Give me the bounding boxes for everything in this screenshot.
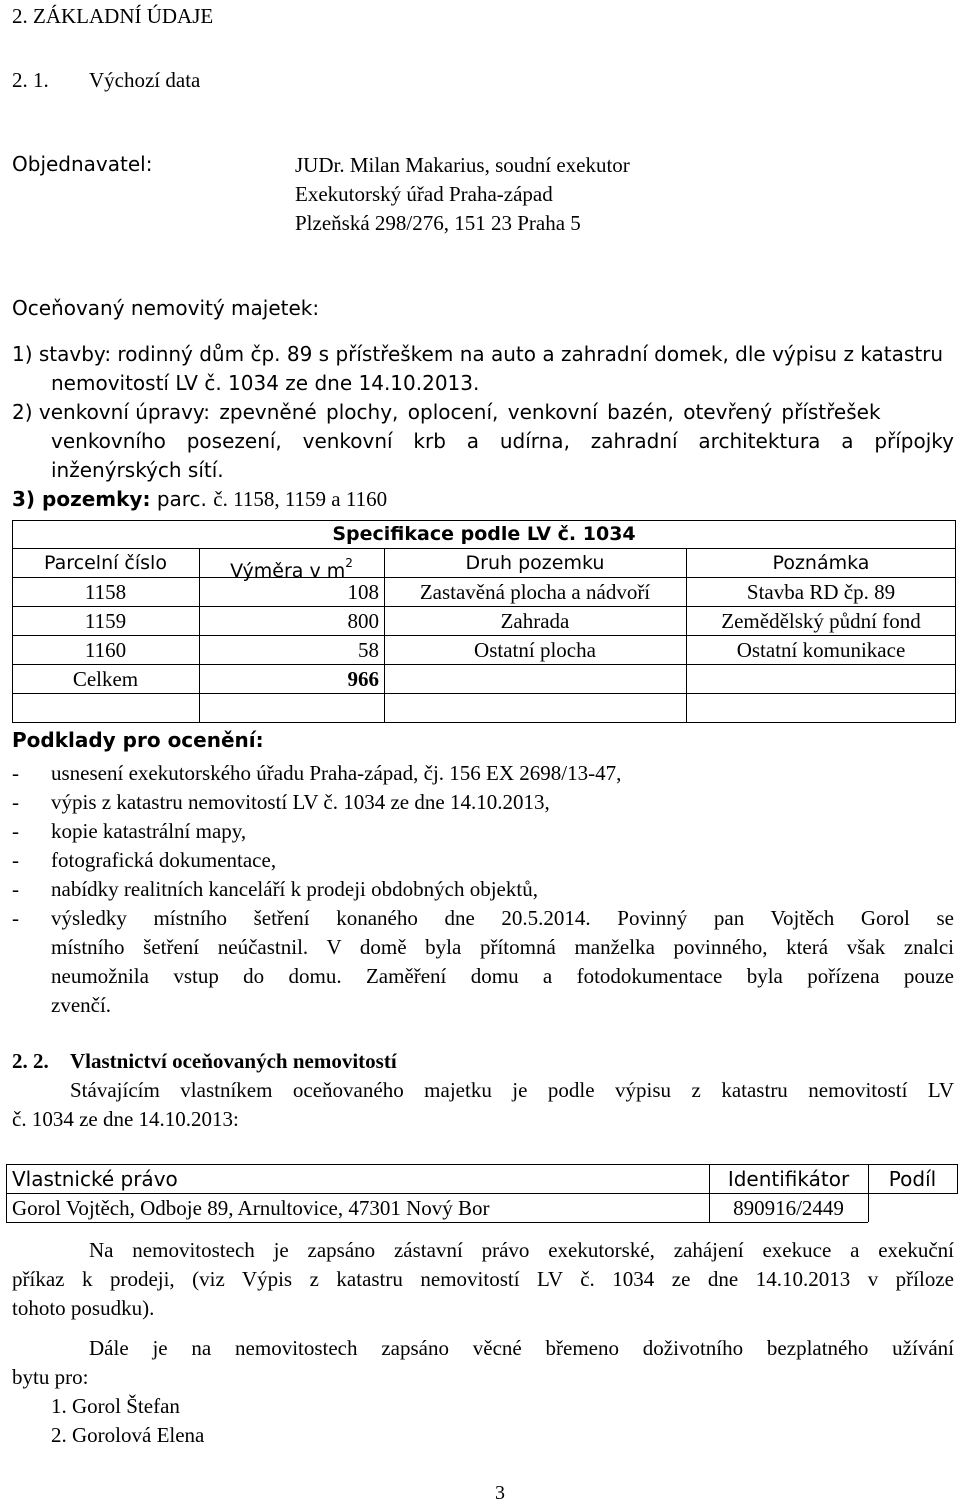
ownership-identifier: 890916/2449 (733, 1196, 844, 1220)
ownership-title: Vlastnictví oceňovaných nemovitostí (70, 1049, 397, 1073)
spec-row-1-type: Zastavěná plocha a nádvoří (419, 580, 651, 604)
sources-item-2: výpis z katastru nemovitostí LV č. 1034 ze dne 14.10.2013, (51, 790, 550, 814)
spec-row-3-note: Ostatní komunikace (736, 638, 906, 662)
ownership-intro-line-1: Stávajícím vlastníkem oceňovaného majetku je podle výpisu z katastru nemovitostí LV (70, 1078, 954, 1102)
ownership-header-id: Identifikátor (727, 1167, 850, 1191)
lien-line-2: příkaz k prodeji, (viz Výpis z katastru nemovitostí LV č. 1034 ze dne 14.10.2013 v příloze (12, 1267, 954, 1291)
page-number: 3 (495, 1482, 505, 1504)
property-item-3: 3) pozemky: parc. č. 1158, 1159 a 1160 (12, 487, 388, 511)
lien-line-1: Na nemovitostech je zapsáno zástavní právo exekutorské, zahájení exekuce a exekuční (89, 1238, 954, 1262)
property-item-1-text-a: rodinný dům čp. 89 s přístřeškem na auto a zahradní domek, dle výpisu z katastru (111, 342, 944, 366)
specification-table (12, 520, 956, 722)
spec-row-3-type: Ostatní plocha (474, 638, 596, 662)
spec-row-1-area: 108 (347, 580, 379, 604)
spec-row-2-note: Zemědělský půdní fond (721, 609, 921, 633)
ownership-number: 2. 2. (12, 1049, 49, 1073)
client-label: Objednavatel: (12, 152, 153, 176)
sources-item-6-line-3: neumožnila vstup do domu. Zaměření domu a fotodokumentace byla pořízena pouze (51, 964, 954, 988)
easement-line-2: bytu pro: (12, 1365, 89, 1389)
spec-table-title: Specifikace podle LV č. 1034 (332, 523, 636, 545)
spec-row-1-parcel: 1158 (84, 580, 127, 604)
client-line-1: JUDr. Milan Makarius, soudní exekutor (295, 153, 630, 177)
ownership-owner: Gorol Vojtěch, Odboje 89, Arnultovice, 47301 Nový Bor (12, 1196, 490, 1220)
beneficiary-1: 1. Gorol Štefan (51, 1394, 180, 1418)
spec-total-value: 966 (347, 667, 379, 691)
ownership-table (6, 1164, 958, 1224)
easement-line-1: Dále je na nemovitostech zapsáno věcné břemeno doživotního bezplatného užívání (89, 1336, 954, 1360)
spec-row-2-type: Zahrada (500, 609, 570, 633)
sources-item-1: usnesení exekutorského úřadu Praha-západ, čj. 156 EX 2698/13-47, (51, 761, 622, 785)
spec-header-parcel: Parcelní číslo (44, 552, 167, 574)
spec-row-2-parcel: 1159 (84, 609, 127, 633)
sources-item-6-line-2: místního šetření neúčastnil. V domě byla přítomná manželka povinného, která však znalci (51, 935, 954, 959)
property-item-2-line-2: venkovního posezení, venkovní krb a udírna, zahradní architektura a přípojky (51, 429, 954, 453)
client-line-3: Plzeňská 298/276, 151 23 Praha 5 (295, 211, 581, 235)
property-heading: Oceňovaný nemovitý majetek: (12, 296, 320, 320)
subsection-title: Výchozí data (89, 68, 201, 92)
client-line-2: Exekutorský úřad Praha-západ (295, 182, 553, 206)
property-item-2-line-3: inženýrských sítí. (51, 458, 224, 482)
ownership-intro-line-2: č. 1034 ze dne 14.10.2013: (12, 1107, 239, 1131)
sources-item-6-line-4: zvenčí. (51, 993, 112, 1017)
beneficiary-2: 2. Gorolová Elena (51, 1423, 205, 1447)
spec-header-note: Poznámka (772, 552, 870, 574)
lien-line-3: tohoto posudku). (12, 1296, 155, 1320)
section-heading: 2. ZÁKLADNÍ ÚDAJE (12, 4, 214, 28)
spec-row-3-area: 58 (358, 638, 379, 662)
ownership-header-right: Vlastnické právo (12, 1167, 178, 1191)
spec-row-3-parcel: 1160 (84, 638, 127, 662)
spec-header-type: Druh pozemku (465, 552, 605, 574)
spec-header-area: Výměra v $m^2$ (230, 556, 353, 582)
property-item-2-line-1: 2) venkovní úpravy: zpevněné plochy, oplocení, venkovní bazén, otevřený přístřešek (12, 400, 881, 424)
sources-item-4: fotografická dokumentace, (51, 848, 277, 872)
property-item-3-label: 3) pozemky: (12, 487, 151, 511)
ownership-header-share: Podíl (888, 1167, 937, 1191)
property-item-2-label: 2) venkovní úpravy: (12, 400, 211, 424)
subsection-number: 2. 1. (12, 68, 49, 92)
spec-row-1-note: Stavba RD čp. 89 (746, 580, 896, 604)
property-item-1-line-2: nemovitostí LV č. 1034 ze dne 14.10.2013. (51, 371, 480, 395)
property-item-1-label: 1) stavby: (12, 342, 112, 366)
sources-item-5: nabídky realitních kanceláří k prodeji obdobných objektů, (51, 877, 538, 901)
sources-item-6-line-1: výsledky místního šetření konaného dne 20.5.2014. Povinný pan Vojtěch Gorol se (51, 906, 954, 930)
spec-row-2-area: 800 (347, 609, 379, 633)
sources-item-3: kopie katastrální mapy, (51, 819, 247, 843)
property-item-1-line-1 (12, 342, 952, 367)
spec-total-label: Celkem (72, 667, 139, 691)
sources-heading: Podklady pro ocenění: (12, 728, 264, 752)
